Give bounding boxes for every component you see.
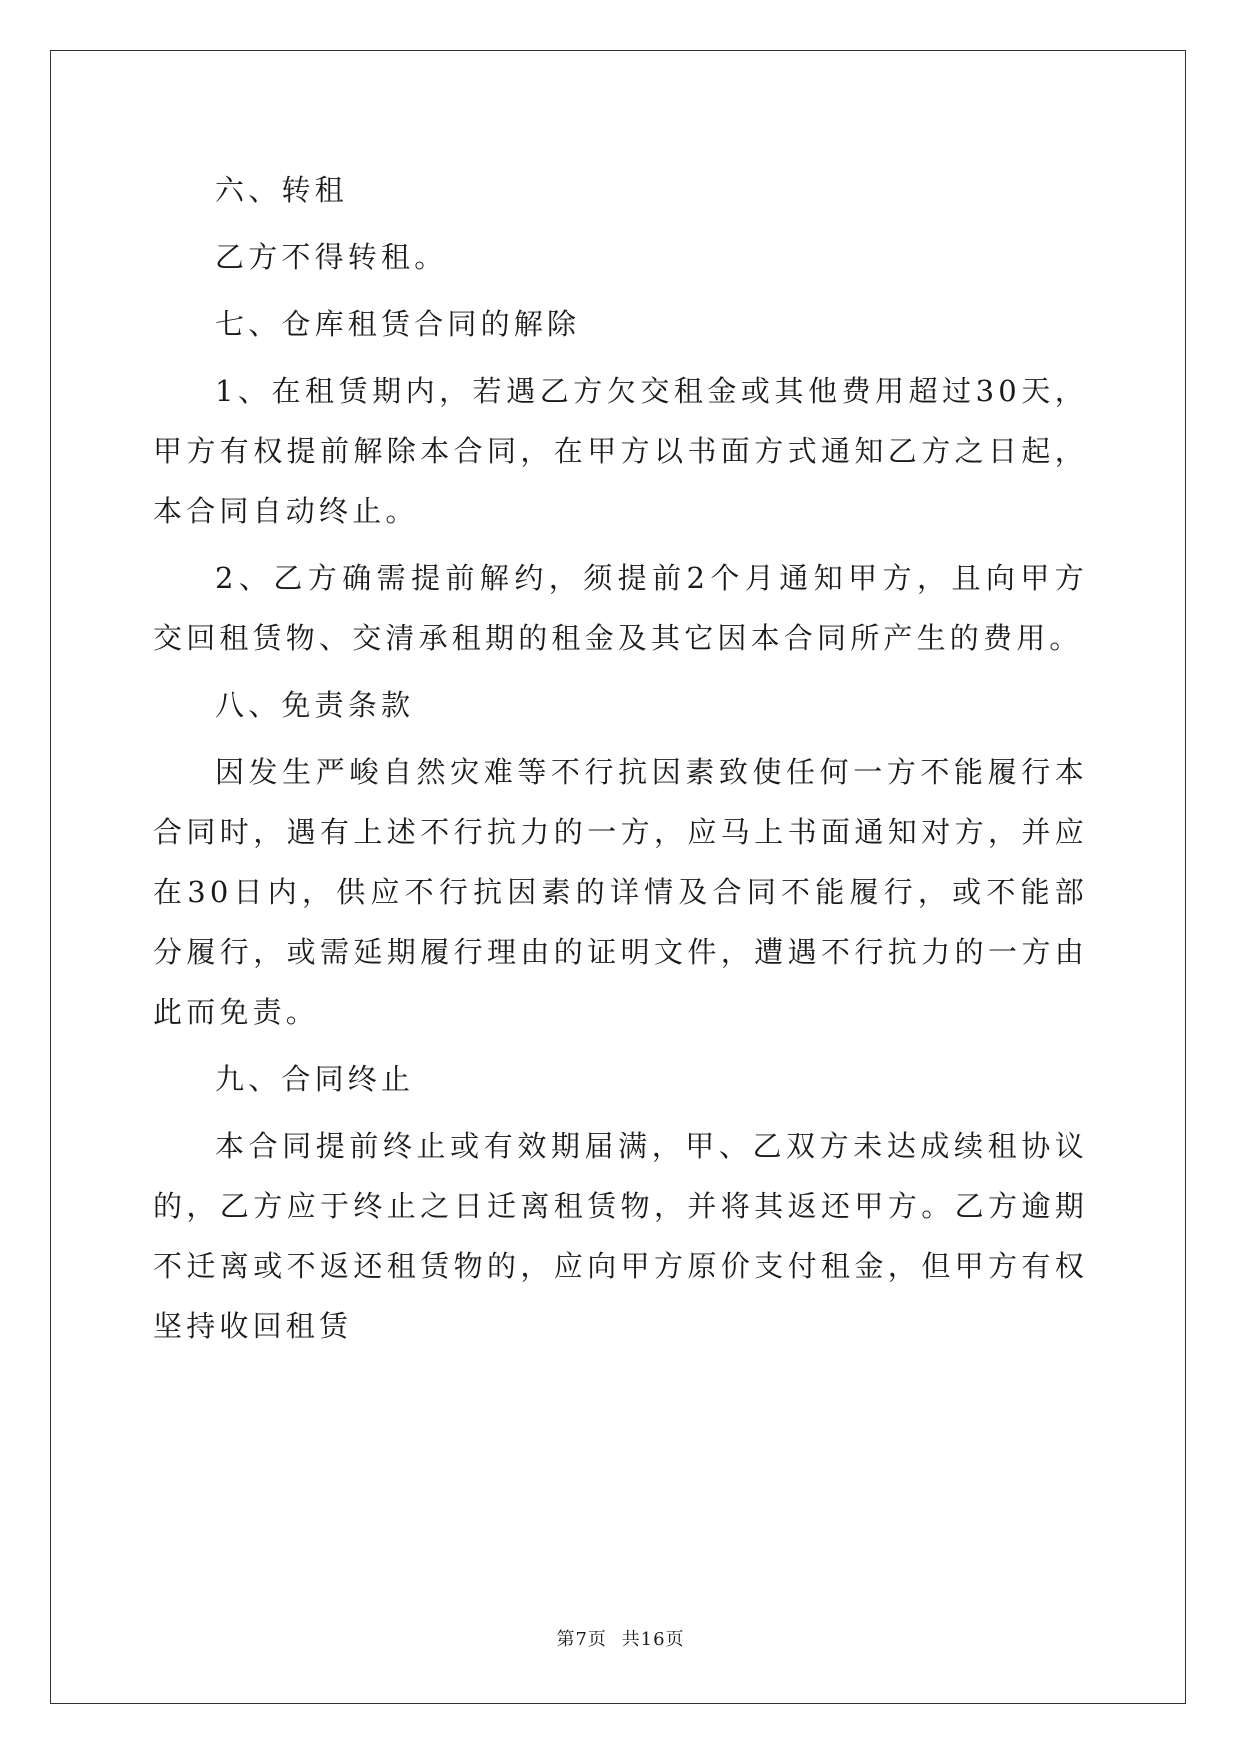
page-number: 第7页 bbox=[556, 1629, 607, 1650]
paragraph-termination-1: 1、在租赁期内，若遇乙方欠交租金或其他费用超过30天，甲方有权提前解除本合同，在甲方以书面方式通知乙方之日起，本合同自动终止。 bbox=[153, 374, 1088, 528]
page-total: 共16页 bbox=[621, 1629, 685, 1650]
section-heading-contract-end: 九、合同终止 bbox=[215, 1062, 415, 1096]
section-heading-sublease: 六、转租 bbox=[215, 173, 348, 207]
page-footer bbox=[0, 1625, 1241, 1651]
section-heading-termination: 七、仓库租赁合同的解除 bbox=[215, 307, 581, 341]
paragraph-sublease: 乙方不得转租。 bbox=[215, 240, 448, 274]
section-heading-exemption: 八、免责条款 bbox=[215, 688, 415, 722]
paragraph-exemption: 因发生严峻自然灾难等不行抗因素致使任何一方不能履行本合同时，遇有上述不行抗力的一方，应马上书面通知对方，并应在30日内，供应不行抗因素的详情及合同不能履行，或不能部分履行，或需延期履行理由的证明文件，遭遇不行抗力的一方由此而免责。 bbox=[153, 755, 1088, 1029]
document-body bbox=[153, 160, 1088, 1363]
paragraph-contract-end: 本合同提前终止或有效期届满，甲、乙双方未达成续租协议的，乙方应于终止之日迁离租赁物，并将其返还甲方。乙方逾期不迁离或不返还租赁物的，应向甲方原价支付租金，但甲方有权坚持收回租赁 bbox=[153, 1129, 1088, 1343]
paragraph-termination-2: 2、乙方确需提前解约，须提前2个月通知甲方，且向甲方交回租赁物、交清承租期的租金及其它因本合同所产生的费用。 bbox=[153, 561, 1088, 655]
